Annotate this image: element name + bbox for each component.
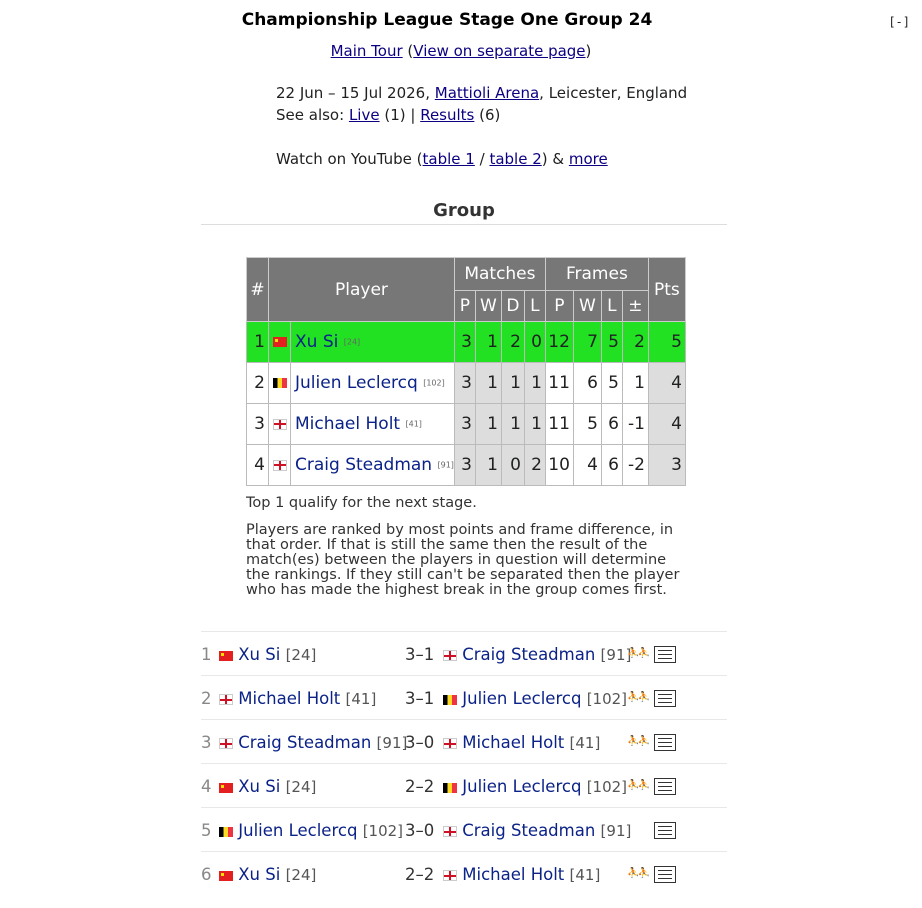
player-two	[443, 821, 631, 840]
england-flag-icon	[219, 738, 233, 749]
flag-cell	[269, 445, 291, 486]
flag-cell	[269, 404, 291, 445]
matches-lost-cell: 0	[524, 322, 545, 363]
frame-diff-header: ±	[622, 291, 648, 322]
separate-page-link[interactable]: View on separate page	[413, 42, 586, 60]
frames-lost-header: L	[601, 291, 622, 322]
player-link[interactable]: Craig Steadman	[462, 821, 596, 840]
player-seed: [102]	[423, 378, 445, 388]
china-flag-icon	[219, 783, 233, 793]
points-cell: 3	[648, 445, 685, 486]
frame-diff-cell: 1	[622, 363, 648, 404]
player-seed: [91]	[376, 734, 408, 752]
head-to-head-icon[interactable]: ⛹⛹	[627, 736, 648, 747]
player-link[interactable]: Craig Steadman	[462, 645, 596, 664]
match-row	[201, 807, 727, 851]
player-cell	[291, 445, 455, 486]
head-to-head-icon[interactable]: ⛹⛹	[627, 648, 648, 659]
china-flag-icon	[273, 337, 287, 347]
matches-won-header: W	[475, 291, 501, 322]
match-score: 3–1	[405, 645, 435, 664]
matches-played-cell: 3	[454, 322, 475, 363]
england-flag-icon	[443, 738, 457, 749]
matches-won-cell: 1	[475, 363, 501, 404]
standings-row	[247, 322, 686, 363]
player-link[interactable]: Julien Leclercq	[462, 689, 582, 708]
frames-played-cell: 10	[545, 445, 573, 486]
pts-header: Pts	[648, 258, 685, 322]
matches-lost-header: L	[524, 291, 545, 322]
match-number: 5	[201, 821, 212, 840]
player-seed: [24]	[285, 866, 317, 884]
qualify-note: Top 1 qualify for the next stage.	[246, 495, 477, 511]
match-row	[201, 631, 727, 675]
england-flag-icon	[273, 460, 287, 471]
rank-header: #	[247, 258, 269, 322]
table1-link[interactable]: table 1	[422, 150, 475, 168]
player-link[interactable]: Xu Si	[238, 777, 281, 796]
frames-won-cell: 5	[573, 404, 601, 445]
match-number: 1	[201, 645, 212, 664]
matches-drawn-cell: 2	[501, 322, 524, 363]
watch-label: Watch on YouTube (	[276, 150, 423, 168]
see-also-label: See also:	[276, 106, 345, 124]
head-to-head-icon[interactable]: ⛹⛹	[627, 692, 648, 703]
match-score: 3–0	[405, 733, 435, 752]
china-flag-icon	[219, 651, 233, 661]
player-two	[443, 777, 627, 796]
player-seed: [24]	[285, 778, 317, 796]
frames-won-cell: 6	[573, 363, 601, 404]
matches-drawn-cell: 1	[501, 363, 524, 404]
player-seed: [41]	[569, 734, 601, 752]
group-section-title: Group	[201, 200, 727, 225]
points-cell: 5	[648, 322, 685, 363]
matches-lost-cell: 1	[524, 404, 545, 445]
frame-diff-cell: 2	[622, 322, 648, 363]
player-link[interactable]: Craig Steadman	[238, 733, 372, 752]
flag-cell	[269, 322, 291, 363]
match-report-icon[interactable]	[654, 690, 676, 707]
frames-lost-cell: 6	[601, 404, 622, 445]
matches-drawn-cell: 1	[501, 404, 524, 445]
collapse-toggle[interactable]: [-]	[888, 15, 910, 29]
player-link[interactable]: Julien Leclercq	[295, 373, 418, 393]
frame-diff-cell: -2	[622, 445, 648, 486]
matches-lost-cell: 1	[524, 363, 545, 404]
standings-table	[246, 257, 686, 486]
match-number: 2	[201, 689, 212, 708]
player-link[interactable]: Xu Si	[238, 645, 281, 664]
rank-cell: 3	[247, 404, 269, 445]
matches-header: Matches	[454, 258, 545, 291]
belgium-flag-icon	[273, 378, 287, 388]
player-link[interactable]: Julien Leclercq	[238, 821, 358, 840]
match-report-icon[interactable]	[654, 822, 676, 839]
match-report-icon[interactable]	[654, 734, 676, 751]
main-tour-link[interactable]: Main Tour	[330, 42, 403, 60]
match-row	[201, 675, 727, 719]
match-list	[201, 631, 727, 895]
player-two	[443, 865, 600, 884]
frames-header: Frames	[545, 258, 648, 291]
player-link[interactable]: Michael Holt	[295, 414, 401, 434]
live-link[interactable]: Live	[348, 106, 380, 124]
match-number: 6	[201, 865, 212, 884]
matches-played-cell: 3	[454, 445, 475, 486]
match-score: 2–2	[405, 865, 435, 884]
standings-row	[247, 445, 686, 486]
event-info: 22 Jun – 15 Jul 2026, Mattioli Arena, Leicester, England See also: Live (1) | Results (6) Watch on YouTube (table 1 / table 2) & more	[276, 84, 688, 168]
player-seed: [102]	[362, 822, 404, 840]
match-row	[201, 851, 727, 895]
frames-lost-cell: 5	[601, 363, 622, 404]
flag-cell	[269, 363, 291, 404]
player-one	[219, 821, 403, 840]
rank-cell: 2	[247, 363, 269, 404]
frames-won-header: W	[573, 291, 601, 322]
matches-played-cell: 3	[454, 363, 475, 404]
player-link[interactable]: Julien Leclercq	[462, 777, 582, 796]
head-to-head-icon[interactable]: ⛹⛹	[627, 868, 648, 879]
event-dates: 22 Jun – 15 Jul 2026	[276, 84, 426, 102]
player-cell	[291, 322, 455, 363]
player-seed: [102]	[586, 778, 628, 796]
player-seed: [41]	[569, 866, 601, 884]
standings-row	[247, 404, 686, 445]
match-number: 3	[201, 733, 212, 752]
player-seed: [24]	[285, 646, 317, 664]
matches-played-cell: 3	[454, 404, 475, 445]
england-flag-icon	[443, 826, 457, 837]
frames-played-cell: 11	[545, 363, 573, 404]
table2-link[interactable]: table 2	[489, 150, 542, 168]
ranking-note: Players are ranked by most points and frame difference, in that order. If that is still the same then the result of the match(es) between the players in question will determine the rankings. If they still can't be separated then the player who has made the highest break in the group comes first.	[246, 522, 680, 598]
player-seed: [41]	[405, 419, 422, 429]
player-link[interactable]: Xu Si	[295, 332, 339, 352]
match-report-icon[interactable]	[654, 778, 676, 795]
frames-played-header: P	[545, 291, 573, 322]
belgium-flag-icon	[443, 695, 457, 705]
match-report-icon[interactable]	[654, 646, 676, 663]
frames-won-cell: 4	[573, 445, 601, 486]
player-one	[219, 689, 376, 708]
match-score: 3–0	[405, 821, 435, 840]
frame-diff-cell: -1	[622, 404, 648, 445]
frames-lost-cell: 6	[601, 445, 622, 486]
player-cell	[291, 404, 455, 445]
match-number: 4	[201, 777, 212, 796]
player-one	[219, 865, 316, 884]
matches-won-cell: 1	[475, 322, 501, 363]
player-seed: [91]	[600, 646, 632, 664]
frames-won-cell: 7	[573, 322, 601, 363]
more-link[interactable]: more	[568, 150, 608, 168]
england-flag-icon	[219, 694, 233, 705]
match-report-icon[interactable]	[654, 866, 676, 883]
belgium-flag-icon	[219, 827, 233, 837]
subnav: Main Tour (View on separate page)	[330, 42, 592, 60]
results-link[interactable]: Results	[420, 106, 475, 124]
player-seed: [24]	[343, 337, 361, 347]
player-two	[443, 689, 627, 708]
group-notes	[246, 496, 686, 610]
england-flag-icon	[443, 870, 457, 881]
match-score: 3–1	[405, 689, 435, 708]
player-seed: [102]	[586, 690, 628, 708]
rank-cell: 1	[247, 322, 269, 363]
player-seed: [41]	[345, 690, 377, 708]
player-link[interactable]: Xu Si	[238, 865, 281, 884]
matches-lost-cell: 2	[524, 445, 545, 486]
player-link[interactable]: Michael Holt	[238, 689, 341, 708]
player-link[interactable]: Michael Holt	[462, 865, 565, 884]
player-link[interactable]: Craig Steadman	[295, 455, 433, 475]
match-score: 2–2	[405, 777, 435, 796]
matches-drawn-header: D	[501, 291, 524, 322]
match-row	[201, 763, 727, 807]
england-flag-icon	[443, 650, 457, 661]
china-flag-icon	[219, 871, 233, 881]
event-location: Leicester, England	[548, 84, 688, 102]
player-link[interactable]: Michael Holt	[462, 733, 565, 752]
player-one	[219, 777, 316, 796]
matches-played-header: P	[454, 291, 475, 322]
frames-played-cell: 11	[545, 404, 573, 445]
player-one	[219, 645, 316, 664]
matches-drawn-cell: 0	[501, 445, 524, 486]
points-cell: 4	[648, 363, 685, 404]
results-count: (6)	[479, 106, 501, 124]
player-two	[443, 645, 631, 664]
england-flag-icon	[273, 419, 287, 430]
player-seed: [91]	[437, 460, 454, 470]
player-seed: [91]	[600, 822, 632, 840]
player-cell	[291, 363, 455, 404]
rank-cell: 4	[247, 445, 269, 486]
standings-row	[247, 363, 686, 404]
belgium-flag-icon	[443, 783, 457, 793]
player-header: Player	[269, 258, 455, 322]
frames-lost-cell: 5	[601, 322, 622, 363]
live-count: (1)	[384, 106, 406, 124]
head-to-head-icon[interactable]: ⛹⛹	[627, 780, 648, 791]
player-two	[443, 733, 600, 752]
match-row	[201, 719, 727, 763]
points-cell: 4	[648, 404, 685, 445]
venue-link[interactable]: Mattioli Arena	[434, 84, 540, 102]
matches-won-cell: 1	[475, 445, 501, 486]
player-one	[219, 733, 407, 752]
frames-played-cell: 12	[545, 322, 573, 363]
matches-won-cell: 1	[475, 404, 501, 445]
page-title: Championship League Stage One Group 24	[241, 10, 653, 30]
